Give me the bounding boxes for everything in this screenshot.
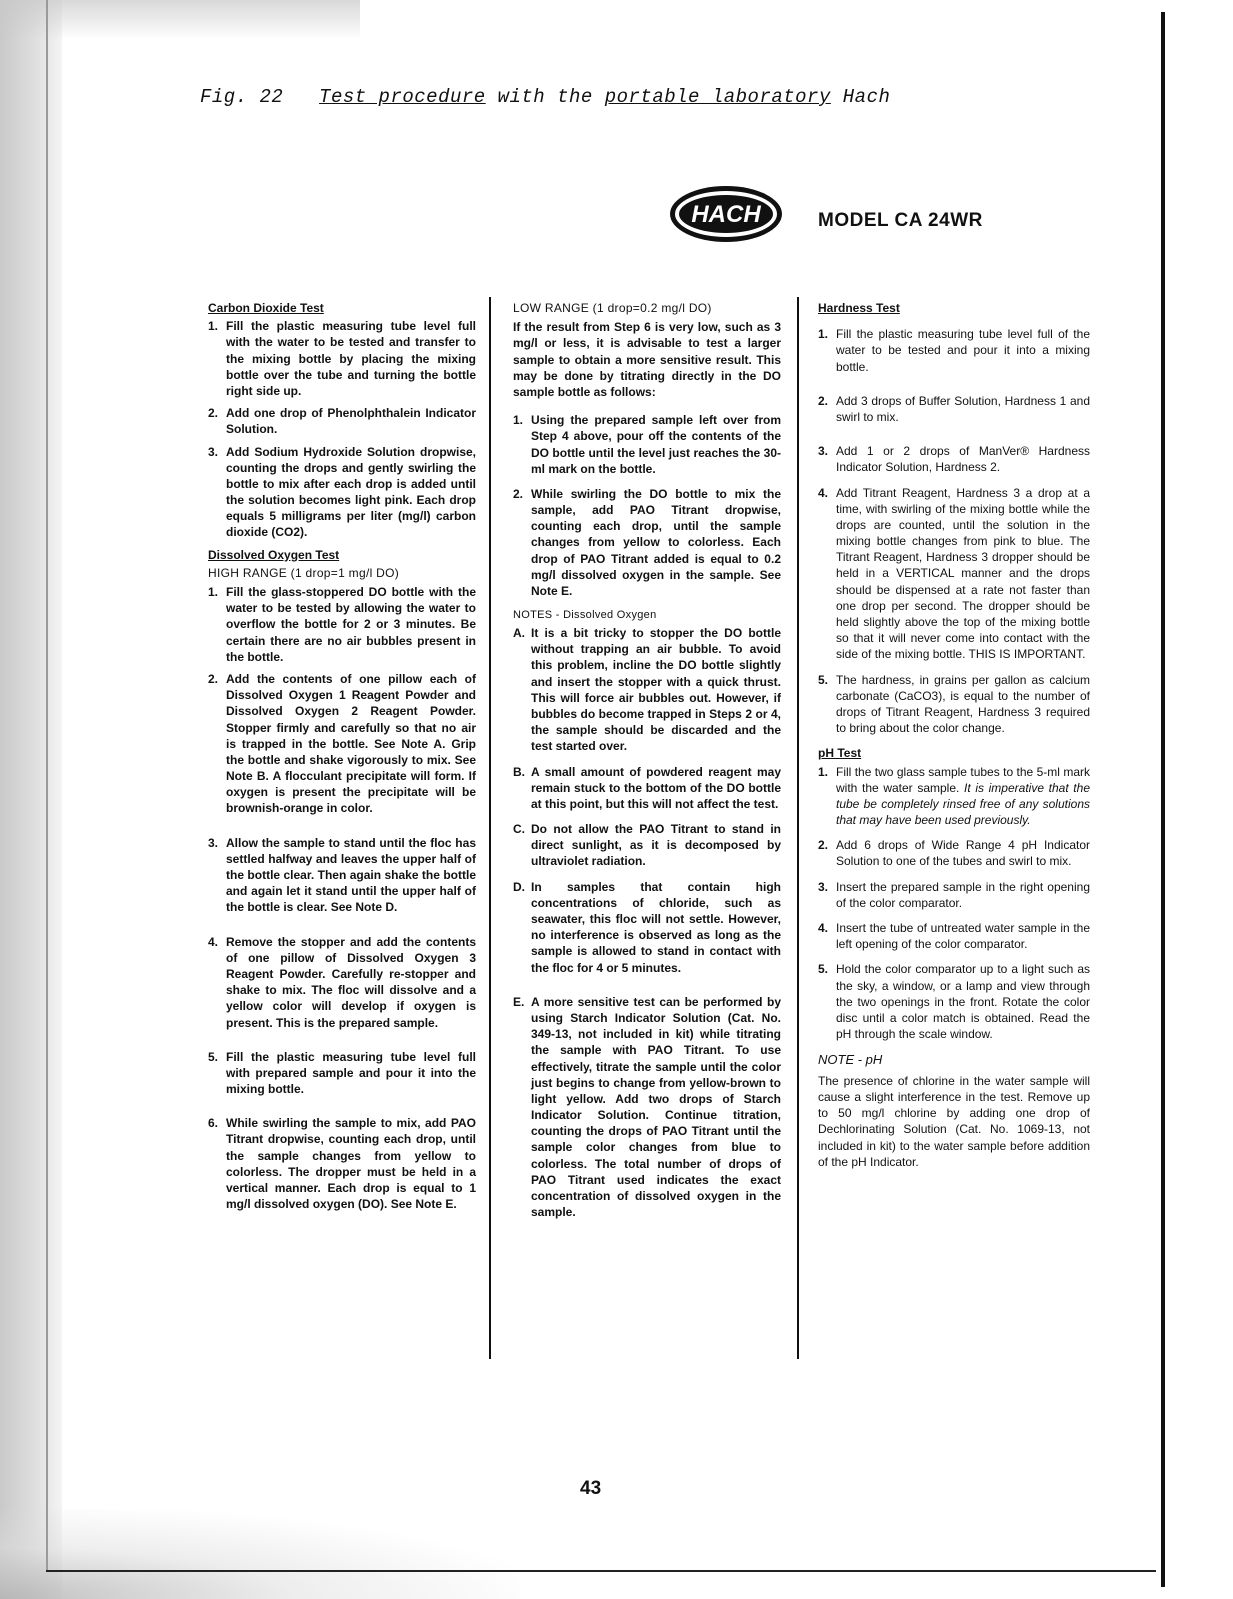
ph-step (818, 837, 1090, 869)
low-range-steps (513, 412, 781, 599)
hardness-steps (818, 326, 1090, 736)
do-step-text-main: Add the contents of one pillow each of Dissolved Oxygen 1 Reagent Powder and Dissolved Oxygen 2 Reagent Powder. Stopper firmly and carefully so that no air is trapped in the bottle. See Note A. Grip the bottle and shake vigorously to mix. See Note B. A flocculant precipitate will form. If oxygen is present the precipitate will be brownish-orange in color. (226, 671, 476, 816)
dissolved-oxygen-heading: Dissolved Oxygen Test (208, 547, 340, 562)
hardness-step-text-main: Add Titrant Reagent, Hardness 3 a drop at a time, with swirling of the mixing bottle while the drops are counted, until the solution in the mixing bottle changes from pink to blue. The Titrant Reagent, Hardness 3 dropper should be held in a VERTICAL manner and the drops should be dispensed at a rate not faster than one drop per second. The dropper should be held slightly above the top of the mixing bottle so that it will never come into contact with the side of the mixing bottle. THIS IS IMPORTANT. (836, 485, 1090, 662)
hardness-step-number: 2. (818, 393, 829, 408)
hardness-step (818, 485, 1090, 663)
co2-step-text-main: Add Sodium Hydroxide Solution dropwise, counting the drops and gently swirling the bottle to mix after each drop is added until the solution becomes light pink. Each drop equals 5 milligrams per liter (mg/l) carbon dioxide (CO2). (226, 444, 476, 540)
hardness-step (818, 393, 1090, 425)
hardness-step-text (836, 672, 1090, 737)
co2-step-number: 1. (208, 319, 219, 334)
do-step-text (226, 934, 476, 1031)
co2-step (208, 444, 476, 541)
hardness-step (818, 326, 1090, 375)
ph-step-text-main: Insert the tube of untreated water sample in the left opening of the color comparator. (836, 921, 1090, 952)
notes-heading: NOTES - Dissolved Oxygen (513, 609, 657, 622)
carbon-dioxide-steps (208, 318, 476, 540)
figure-title-middle: with the (497, 86, 593, 108)
do-note-text-main: A more sensitive test can be performed by using Starch Indicator Solution (Cat. No. 349-13, not included in kit) while titrating the sample with PAO Titrant. To use effectively, titrate the sample until the color just begins to change from yellow-brown to light yellow. Add two drops of Starch Indicator Solution. Continue titration, counting the drops of PAO Titrant until the sample color changes from blue to colorless. The total number of drops of PAO Titrant used indicates the exact concentration of dissolved oxygen in the sample. (531, 994, 781, 1220)
do-note-text (531, 764, 781, 813)
low-range-step-text (531, 412, 781, 477)
do-note (513, 625, 781, 755)
do-step-number: 4. (208, 934, 219, 949)
co2-step (208, 405, 476, 437)
co2-step-text (226, 405, 476, 437)
low-range-step-number: 1. (513, 413, 524, 428)
do-note-number: A. (513, 626, 525, 641)
high-range-label: HIGH RANGE (1 drop=1 mg/l DO) (208, 565, 400, 580)
scan-shadow-top (0, 0, 360, 40)
ph-step (818, 920, 1090, 952)
ph-step-text (836, 961, 1090, 1042)
hardness-step-text (836, 485, 1090, 663)
hach-logo (666, 182, 786, 246)
do-note-number: C. (513, 822, 525, 837)
page-edge-left (46, 0, 48, 1572)
do-step-text-main: While swirling the sample to mix, add PAO Titrant dropwise, counting each drop, until the sample changes from yellow to colorless. The dropper must be held in a vertical manner. Each drop is equal to 1 mg/l dissolved oxygen (DO). See Note E. (226, 1116, 476, 1212)
figure-prefix: Fig. 22 (200, 86, 284, 108)
column-divider-2 (797, 297, 799, 1359)
co2-step-number: 3. (208, 444, 219, 459)
do-note-text (531, 821, 781, 870)
do-note-text-main: In samples that contain high concentrations of chloride, such as seawater, this floc will not settle. However, no interference is observed as long as the sample is allowed to stand in contact with the floc for 4 or 5 minutes. (531, 879, 781, 975)
page-edge-right (1161, 12, 1165, 1587)
ph-step-number: 4. (818, 921, 829, 935)
dissolved-oxygen-steps (208, 584, 476, 1212)
do-step (208, 584, 476, 665)
hardness-step-text (836, 443, 1090, 475)
do-note (513, 821, 781, 870)
column-2 (513, 300, 781, 1229)
do-note-text-main: A small amount of powdered reagent may remain stuck to the bottom of the DO bottle at this point, but this will not affect the test. (531, 764, 781, 811)
do-note (513, 764, 781, 813)
carbon-dioxide-heading: Carbon Dioxide Test (208, 301, 324, 315)
ph-step-text-main: Insert the prepared sample in the right opening of the color comparator. (836, 879, 1090, 910)
hardness-step-number: 4. (818, 485, 829, 500)
low-range-step-number: 2. (513, 486, 524, 501)
hardness-step-number: 1. (818, 327, 829, 342)
column-divider-1 (489, 297, 491, 1359)
do-step (208, 934, 476, 1031)
do-note-number: B. (513, 764, 525, 779)
ph-heading: pH Test (818, 746, 862, 761)
low-range-step-text-main: Using the prepared sample left over from Step 4 above, pour off the contents of the DO bottle until the level just reaches the 30-ml mark on the bottle. (531, 413, 781, 476)
do-step (208, 1049, 476, 1098)
do-step-number: 5. (208, 1049, 219, 1064)
ph-step-text-italic: It is imperative that the tube be completely rinsed free of any solutions that may have been used previously. (836, 780, 1090, 828)
ph-step-text-main: Hold the color comparator up to a light such as the sky, a window, or a lamp and view through the two openings in the front. Rotate the color disc until a color match is obtained. Read the pH through the scale window. (836, 962, 1090, 1042)
low-range-step-text (531, 486, 781, 599)
co2-step-number: 2. (208, 406, 219, 421)
co2-step-text (226, 318, 476, 399)
hardness-step-text-main: Fill the plastic measuring tube level full of the water to be tested and pour it into a mixing bottle. (836, 327, 1090, 374)
figure-title-underlined2: portable laboratory (604, 86, 831, 108)
ph-note-text: The presence of chlorine in the water sample will cause a slight interference in the test. Remove up to 50 mg/l chlorine by adding one drop of Dechlorinating Solution (Cat. No. 1069-13, not included in kit) to the water sample before addition of the pH Indicator. (818, 1073, 1090, 1169)
column-3 (818, 300, 1090, 1182)
do-note-text-main: It is a bit tricky to stopper the DO bottle without trapping an air bubble. To avoid this problem, incline the DO bottle slightly and insert the stopper with a quick thrust. This will force air bubbles out. However, if bubbles do become trapped in Steps 2 or 4, the sample should be discarded and the test started over. (531, 626, 781, 754)
ph-note-label: NOTE - pH (818, 1052, 883, 1068)
hardness-step-text (836, 326, 1090, 375)
dissolved-oxygen-notes (513, 625, 781, 1220)
ph-step (818, 764, 1090, 829)
ph-step-number: 3. (818, 879, 829, 894)
do-note-number: E. (513, 994, 525, 1009)
do-step-text (226, 1049, 476, 1098)
low-range-step-text-main: While swirling the DO bottle to mix the sample, add PAO Titrant dropwise, counting each drop, until the sample changes from yellow to colorless. Each drop of PAO Titrant added is equal to 0.2 mg/l dissolved oxygen in the sample. See Note E. (531, 486, 781, 598)
model-label: MODEL CA 24WR (818, 210, 983, 231)
hardness-step (818, 672, 1090, 737)
co2-step-text (226, 444, 476, 541)
hardness-heading: Hardness Test (818, 301, 900, 315)
hardness-step (818, 443, 1090, 475)
ph-step-text (836, 920, 1090, 952)
do-step-number: 3. (208, 835, 219, 850)
do-step (208, 1115, 476, 1212)
do-step-text-main: Fill the plastic measuring tube level full with prepared sample and pour it into the mixing bottle. (226, 1049, 476, 1097)
ph-step-text (836, 879, 1090, 911)
ph-step-text-main: Fill the two glass sample tubes to the 5-ml mark with the water sample. (836, 764, 1090, 795)
figure-title-underlined: Test procedure (319, 86, 486, 108)
do-note-number: D. (513, 879, 525, 894)
ph-step-text-main: Add 6 drops of Wide Range 4 pH Indicator Solution to one of the tubes and swirl to mix. (836, 838, 1090, 869)
do-note-text (531, 625, 781, 755)
do-note-text (531, 994, 781, 1221)
page-edge-bottom (46, 1570, 1156, 1572)
ph-step-text (836, 764, 1090, 829)
ph-steps (818, 764, 1090, 1043)
do-step-text (226, 1115, 476, 1212)
do-step-text-main: Fill the glass-stoppered DO bottle with the water to be tested by allowing the water to overflow the bottle for 2 or 3 minutes. Be certain there are no air bubbles present in the bottle. (226, 585, 476, 664)
hardness-step-text-main: The hardness, in grains per gallon as calcium carbonate (CaCO3), is equal to the number of drops of Titrant Reagent, Hardness 3 required to bring about the color change. (836, 672, 1090, 736)
ph-step-number: 5. (818, 962, 829, 977)
do-step-number: 1. (208, 585, 219, 599)
low-range-intro: If the result from Step 6 is very low, such as 3 mg/l or less, it is advisable to test a larger sample to obtain a more sensitive result. This may be done by titrating directly in the DO sample bottle as follows: (513, 320, 781, 399)
low-range-step (513, 412, 781, 477)
scan-shadow-bottom (0, 1509, 520, 1599)
do-step (208, 671, 476, 817)
column-1 (208, 300, 476, 1218)
ph-step-number: 2. (818, 838, 829, 853)
low-range-label: LOW RANGE (1 drop=0.2 mg/l DO) (513, 301, 712, 315)
do-step-text-main: Allow the sample to stand until the floc has settled halfway and leaves the upper half of the bottle clear. Then again shake the bottle and again let it stand until the upper half of the bottle is clear. See Note D. (226, 835, 476, 915)
hardness-step-text-main: Add 1 or 2 drops of ManVer® Hardness Indicator Solution, Hardness 2. (836, 444, 1090, 475)
do-note-text (531, 879, 781, 976)
co2-step (208, 318, 476, 399)
co2-step-text-main: Add one drop of Phenolphthalein Indicator Solution. (226, 406, 476, 437)
do-step-number: 6. (208, 1116, 219, 1131)
hardness-step-text-main: Add 3 drops of Buffer Solution, Hardness 1 and swirl to mix. (836, 393, 1090, 424)
do-note (513, 994, 781, 1221)
do-step-text (226, 584, 476, 665)
co2-step-text-main: Fill the plastic measuring tube level full with the water to be tested and transfer to the mixing bottle by placing the mixing bottle over the tube and turning the bottle right side up. (226, 319, 476, 398)
page-number: 43 (580, 1478, 602, 1499)
hardness-step-text (836, 393, 1090, 425)
ph-step (818, 961, 1090, 1042)
scan-shadow-left (0, 0, 62, 1599)
do-step (208, 835, 476, 916)
ph-step-number: 1. (818, 764, 829, 779)
do-step-text (226, 671, 476, 817)
do-note-text-main: Do not allow the PAO Titrant to stand in direct sunlight, as it is decomposed by ultraviolet radiation. (531, 822, 781, 869)
logo-text: HACH (691, 201, 761, 228)
do-note (513, 879, 781, 976)
do-step-text-main: Remove the stopper and add the contents of one pillow of Dissolved Oxygen 3 Reagent Powder. Carefully re-stopper and shake to mix. The floc will dissolve and a yellow color will develop if oxygen is present. This is the prepared sample. (226, 934, 476, 1030)
hardness-step-number: 3. (818, 444, 829, 459)
figure-title-suffix: Hach (842, 86, 891, 108)
ph-step (818, 879, 1090, 911)
low-range-step (513, 486, 781, 599)
do-step-number: 2. (208, 671, 219, 686)
figure-title (200, 86, 890, 108)
hardness-step-number: 5. (818, 672, 829, 687)
ph-step-text (836, 837, 1090, 869)
do-step-text (226, 835, 476, 916)
